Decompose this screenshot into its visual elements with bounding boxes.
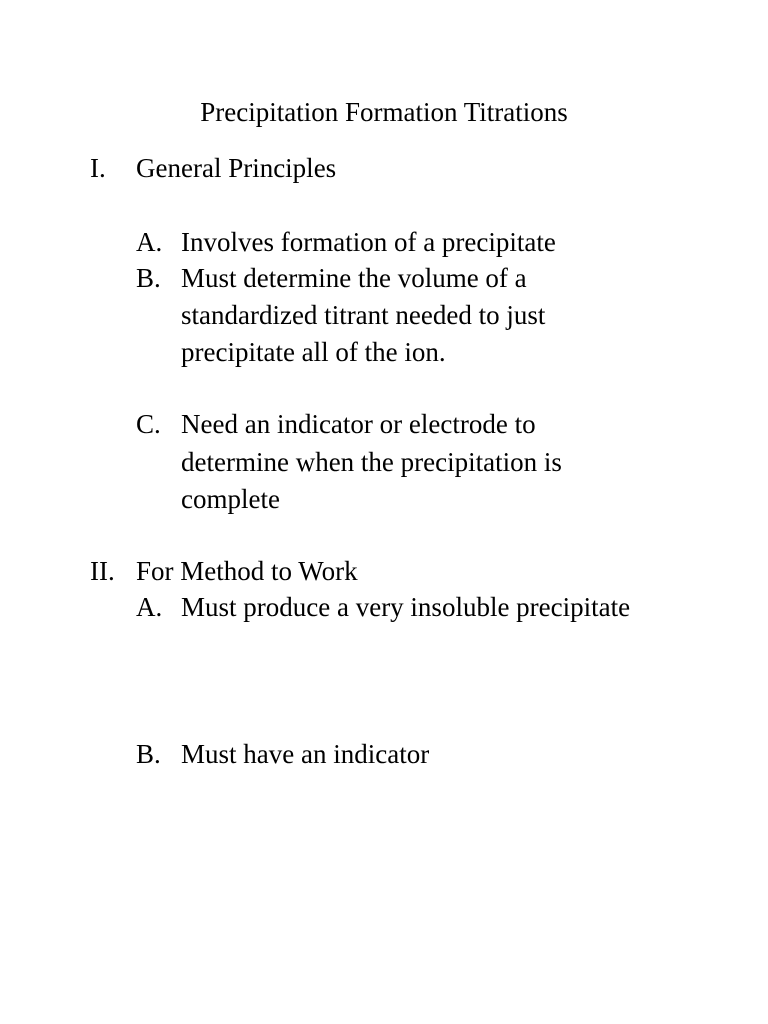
item-1c-letter: C. — [136, 409, 161, 439]
item-1a-line-1: Involves formation of a precipitate — [181, 227, 556, 257]
item-1b-line-1: Must determine the volume of a — [181, 263, 527, 293]
item-1b-line-3: precipitate all of the ion. — [181, 337, 446, 367]
item-2b-line-1: Must have an indicator — [181, 739, 430, 769]
section-2-number: II. — [90, 556, 115, 586]
item-1c-line-3: complete — [181, 484, 280, 514]
item-1a-letter: A. — [136, 227, 163, 257]
item-2b-letter: B. — [136, 739, 161, 769]
section-2-heading: For Method to Work — [136, 556, 358, 586]
item-1b-line-2: standardized titrant needed to just — [181, 300, 546, 330]
page-title: Precipitation Formation Titrations — [200, 97, 568, 127]
item-2a-line-1: Must produce a very insoluble precipitate — [181, 592, 631, 622]
item-1c-line-1: Need an indicator or electrode to — [181, 409, 536, 439]
item-1c-line-2: determine when the precipitation is — [181, 447, 562, 477]
section-1-heading: General Principles — [136, 153, 337, 183]
section-1-number: I. — [90, 153, 106, 183]
item-2a-letter: A. — [136, 592, 163, 622]
item-1b-letter: B. — [136, 263, 161, 293]
